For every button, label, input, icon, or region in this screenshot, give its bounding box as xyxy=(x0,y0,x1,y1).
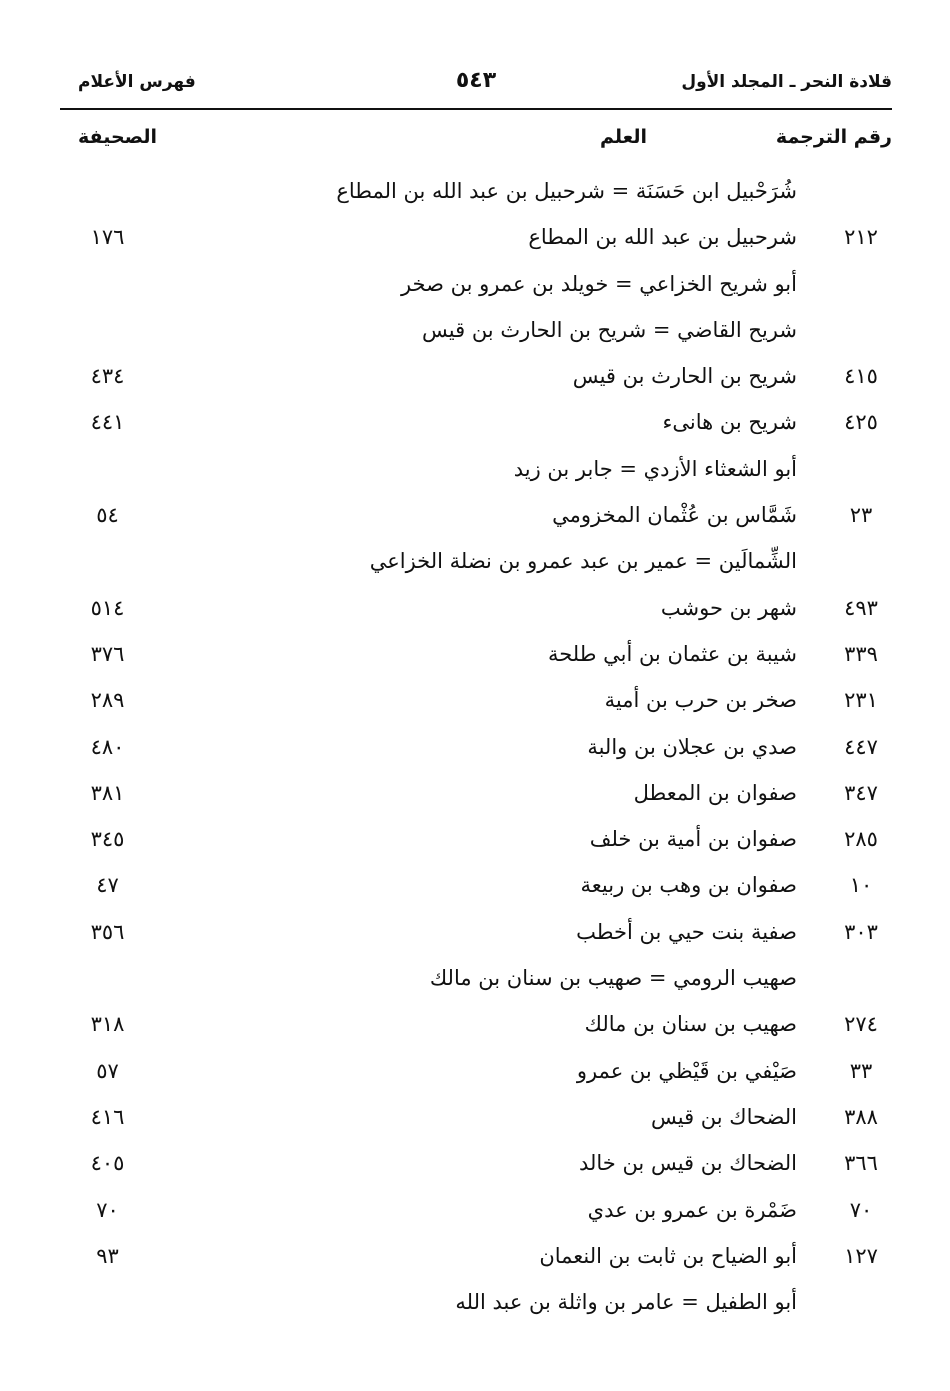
entry-page: ٣١٨ xyxy=(90,1012,125,1037)
entry-number-column-header: رقم الترجمة xyxy=(775,126,892,148)
entry-number: ٣٣٩ xyxy=(844,641,878,666)
entry-number: ٣٠٣ xyxy=(844,919,878,944)
index-entry-row xyxy=(60,1048,892,1094)
entry-page: ٣٧٦ xyxy=(90,641,125,666)
running-header xyxy=(60,68,892,106)
entry-name: الضحاك بن قيس بن خالد xyxy=(578,1151,797,1176)
index-entry-row xyxy=(60,955,892,1001)
entry-number: ٢١٢ xyxy=(844,225,878,250)
entry-number: ٧٠ xyxy=(849,1197,873,1222)
entry-number: ٢٣١ xyxy=(844,688,878,713)
entry-number: ٣٨٨ xyxy=(844,1104,878,1129)
entry-page: ٤٣٤ xyxy=(90,364,125,389)
entry-name: الضحاك بن قيس xyxy=(650,1104,797,1129)
name-column-header: العلم xyxy=(599,126,647,148)
index-entry-row xyxy=(60,1094,892,1140)
entry-name: صخر بن حرب بن أمية xyxy=(604,688,797,713)
entry-page: ٤٧ xyxy=(96,873,119,898)
index-entry-row xyxy=(60,816,892,862)
index-entry-row xyxy=(60,631,892,677)
index-entry-row xyxy=(60,1233,892,1279)
entry-number: ٢٨٥ xyxy=(844,827,878,852)
entry-number: ٤٢٥ xyxy=(844,410,878,435)
index-entry-row xyxy=(60,1279,892,1325)
index-entry-row xyxy=(60,585,892,631)
entry-page: ٤٤١ xyxy=(90,410,125,435)
entry-name: صفوان بن وهب بن ربيعة xyxy=(580,873,797,898)
column-headers xyxy=(60,126,892,166)
entry-page: ١٧٦ xyxy=(90,225,125,250)
entry-number: ٣٣ xyxy=(849,1058,873,1083)
index-entry-row xyxy=(60,909,892,955)
entry-number: ٣٤٧ xyxy=(844,780,878,805)
entry-name: شريح بن هانىء xyxy=(662,410,797,435)
index-entry-row xyxy=(60,261,892,307)
entry-page: ٤٨٠ xyxy=(90,734,125,759)
entry-name: شَمَّاس بن عُثْمان المخزومي xyxy=(552,503,797,528)
entry-name: صفوان بن أمية بن خلف xyxy=(589,827,797,852)
entry-name: شريح القاضي = شريح بن الحارث بن قيس xyxy=(422,317,797,342)
entry-page: ٤٠٥ xyxy=(90,1151,125,1176)
entry-page: ٧٠ xyxy=(96,1197,119,1222)
entry-page: ٩٣ xyxy=(96,1243,119,1268)
entry-name: ضَمْرة بن عمرو بن عدي xyxy=(587,1197,797,1222)
index-entry-row xyxy=(60,214,892,260)
index-entry-row xyxy=(60,168,892,214)
entry-page: ٣٨١ xyxy=(90,780,125,805)
index-entry-row xyxy=(60,1140,892,1186)
entry-name: شيبة بن عثمان بن أبي طلحة xyxy=(547,641,797,666)
entry-name: أبو الضياح بن ثابت بن النعمان xyxy=(539,1243,797,1268)
index-entry-row xyxy=(60,677,892,723)
entry-name: شرحبيل بن عبد الله بن المطاع xyxy=(528,225,797,250)
entry-name: شهر بن حوشب xyxy=(660,595,797,620)
entry-name: أبو الشعثاء الأزدي = جابر بن زيد xyxy=(513,456,797,481)
entry-page: ٣٥٦ xyxy=(90,919,125,944)
entry-name: صفية بنت حيي بن أخطب xyxy=(576,919,797,944)
index-entry-row xyxy=(60,538,892,584)
index-entry-row xyxy=(60,1001,892,1047)
entry-page: ٢٨٩ xyxy=(90,688,125,713)
index-entry-row xyxy=(60,353,892,399)
index-entry-row xyxy=(60,492,892,538)
index-entries xyxy=(60,168,892,1325)
entry-name: صدي بن عجلان بن والبة xyxy=(587,734,797,759)
entry-number: ٤١٥ xyxy=(844,364,878,389)
index-entry-row xyxy=(60,399,892,445)
index-entry-row xyxy=(60,862,892,908)
entry-name: شُرَحْبيل ابن حَسَنَة = شرحبيل بن عبد الله بن المطاع xyxy=(336,179,797,203)
page-column-header: الصحيفة xyxy=(78,126,158,148)
entry-number: ٤٩٣ xyxy=(844,595,878,620)
entry-number: ٢٣ xyxy=(849,503,873,528)
entry-page: ٥١٤ xyxy=(90,595,125,620)
header-rule xyxy=(60,108,892,110)
entry-name: صفوان بن المعطل xyxy=(633,780,797,805)
entry-number: ٢٧٤ xyxy=(844,1012,878,1037)
index-entry-row xyxy=(60,1187,892,1233)
entry-name: أبو الطفيل = عامر بن واثلة بن عبد الله xyxy=(455,1290,797,1315)
entry-number: ١٠ xyxy=(849,873,873,898)
entry-page: ٥٤ xyxy=(96,503,119,528)
book-title: قلادة النحر ـ المجلد الأول xyxy=(681,72,892,92)
entry-name: صَيْفي بن قَيْظي بن عمرو xyxy=(576,1058,797,1083)
index-entry-row xyxy=(60,307,892,353)
entry-number: ٤٤٧ xyxy=(844,734,878,759)
entry-name: صهيب بن سنان بن مالك xyxy=(584,1012,797,1037)
index-entry-row xyxy=(60,770,892,816)
entry-name: الشِّمالَين = عمير بن عبد عمرو بن نضلة الخزاعي xyxy=(369,549,797,574)
entry-name: أبو شريح الخزاعي = خويلد بن عمرو بن صخر xyxy=(400,271,797,296)
index-entry-row xyxy=(60,724,892,770)
entry-page: ٥٧ xyxy=(96,1058,119,1083)
entry-number: ١٢٧ xyxy=(844,1243,878,1268)
page-number: ٥٤٣ xyxy=(455,68,497,93)
entry-name: شريح بن الحارث بن قيس xyxy=(572,364,797,389)
index-entry-row xyxy=(60,446,892,492)
section-title: فهرس الأعلام xyxy=(78,72,196,92)
entry-page: ٤١٦ xyxy=(90,1104,125,1129)
entry-number: ٣٦٦ xyxy=(844,1151,878,1176)
entry-name: صهيب الرومي = صهيب بن سنان بن مالك xyxy=(429,966,797,991)
entry-page: ٣٤٥ xyxy=(90,827,125,852)
